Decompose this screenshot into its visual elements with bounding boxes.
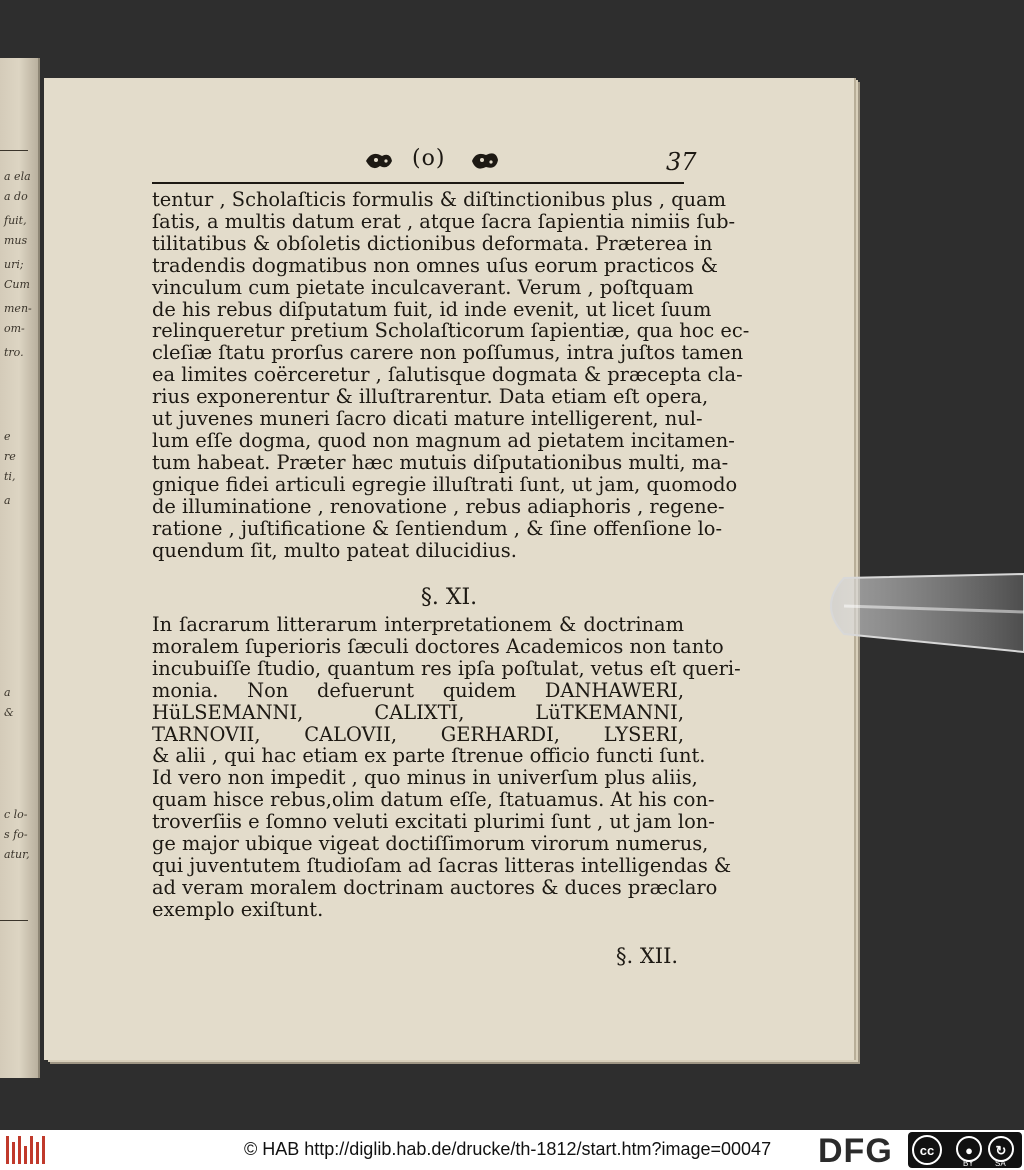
text-line: lum eſſe dogma, quod non magnum ad pietatem incitamen- bbox=[152, 428, 735, 452]
previous-page-fragment: Cum bbox=[4, 278, 30, 291]
previous-page-fragment: a bbox=[4, 494, 11, 507]
text-line: gnique fidei articuli egregie illuſtrati ſunt, ut jam, quomodo bbox=[152, 472, 738, 496]
running-head bbox=[362, 148, 502, 174]
page-clip-icon bbox=[814, 556, 1024, 666]
text-line: monia. Non defuerunt quidem DANHAWERI, bbox=[152, 678, 684, 702]
paragraph-2 bbox=[152, 613, 741, 921]
text-line: tum habeat. Præter hæc mutuis diſputationibus multi, ma- bbox=[152, 450, 729, 474]
text-line: ratione , juſtificatione & ſentiendum , & ſine offenſione lo- bbox=[152, 516, 723, 540]
previous-page-fragment: fuit, bbox=[4, 214, 27, 227]
text-line: relinqueretur pretium Scholaſticorum ſapientiæ, qua hoc ec- bbox=[152, 319, 750, 343]
previous-page-fragment: mus bbox=[4, 234, 28, 247]
previous-page-fragment: a do bbox=[4, 190, 28, 203]
previous-page-fragment: men- bbox=[4, 302, 32, 315]
text-line: de illuminatione , renovatione , rebus adiaphoris , regene- bbox=[152, 494, 725, 518]
by-label: BY bbox=[963, 1159, 974, 1168]
running-head-text: (o) bbox=[412, 146, 446, 171]
text-line: Id vero non impedit , quo minus in univerſum plus aliis, bbox=[152, 766, 698, 790]
section-heading: §. XI. bbox=[420, 585, 478, 610]
text-line: quendum ſit, multo pateat dilucidius. bbox=[152, 538, 517, 562]
catchword: §. XII. bbox=[616, 944, 679, 968]
text-line: ut juvenes muneri ſacro dicati mature intelligerent, nul- bbox=[152, 407, 703, 431]
text-line: TARNOVII, CALOVII, GERHARDI, LYSERI, bbox=[152, 722, 684, 746]
text-line: troverſiis e ſomno veluti excitati plurimi ſunt , ut jam lon- bbox=[152, 810, 715, 834]
cc-icon: cc bbox=[912, 1135, 942, 1165]
text-line: tentur , Scholaſticis formulis & diſtinctionibus plus , quam bbox=[152, 188, 727, 211]
attribution-icon: ● bbox=[956, 1136, 982, 1162]
text-line: vinculum cum pietate inculcaverant. Verum , poſtquam bbox=[152, 275, 694, 299]
text-line: incubuiſſe ſtudio, quantum res ipſa poſtulat, vetus eſt queri- bbox=[152, 656, 741, 680]
previous-page-fragment: atur, bbox=[4, 848, 30, 861]
previous-page-rule bbox=[0, 150, 28, 151]
text-line: cleſiæ ſtatu prorſus carere non poſſumus, intra juſtos tamen bbox=[152, 341, 744, 365]
text-line: quam hisce rebus,olim datum eſſe, ſtatuamus. At his con- bbox=[152, 788, 715, 812]
page-number: 37 bbox=[666, 148, 697, 176]
text-line: tilitatibus & obſoletis dictionibus deformata. Præterea in bbox=[152, 231, 713, 255]
header-rule bbox=[152, 182, 684, 184]
sa-label: SA bbox=[995, 1159, 1006, 1168]
footer-bar bbox=[0, 1130, 1024, 1170]
text-line: ea limites coërceretur , ſalutisque dogmata & præcepta cla- bbox=[152, 363, 743, 387]
cc-license-badge[interactable] bbox=[908, 1132, 1022, 1168]
text-line: ſatis, a multis datum erat , atque ſacra ſapientia nimiis ſub- bbox=[152, 209, 736, 233]
previous-page-fragment: tro. bbox=[4, 346, 24, 359]
text-line: & alii , qui hac etiam ex parte ſtrenue officio functi ſunt. bbox=[152, 744, 706, 768]
text-line: moralem ſuperioris ſæculi doctores Academicos non tanto bbox=[152, 634, 724, 658]
previous-page-rule bbox=[0, 920, 28, 921]
text-line: In ſacrarum litterarum interpretationem & doctrinam bbox=[152, 613, 684, 636]
text-line: ge major ubique vigeat doctiſſimorum virorum numerus, bbox=[152, 832, 709, 856]
previous-page-fragment: ti, bbox=[4, 470, 16, 483]
text-line: HüLSEMANNI, CALIXTI, LüTKEMANNI, bbox=[152, 700, 684, 724]
share-alike-icon: ↻ bbox=[988, 1136, 1014, 1162]
text-line: de his rebus diſputatum fuit, id inde evenit, ut licet ſuum bbox=[152, 297, 712, 321]
hab-logo-icon bbox=[6, 1136, 50, 1164]
previous-page-fragment: a ela bbox=[4, 170, 31, 183]
paragraph-1 bbox=[152, 188, 750, 562]
book-page bbox=[44, 78, 854, 1060]
text-line: ad veram moralem doctrinam auctores & duces præclaro bbox=[152, 875, 718, 899]
previous-page-fragment: e bbox=[4, 430, 11, 443]
previous-page-fragment: re bbox=[4, 450, 16, 463]
text-line: rius exponerentur & illuſtrarentur. Data etiam eſt opera, bbox=[152, 385, 709, 409]
previous-page-fragment: om- bbox=[4, 322, 25, 335]
text-line: tradendis dogmatibus non omnes uſus eorum practicos & bbox=[152, 253, 718, 277]
previous-page-fragment: c lo- bbox=[4, 808, 28, 821]
previous-page-fragment: s fo- bbox=[4, 828, 28, 841]
dfg-logo: DFG bbox=[818, 1132, 893, 1170]
previous-page-fragment: uri; bbox=[4, 258, 24, 271]
text-line: qui juventutem ſtudioſam ad ſacras litteras intelligendas & bbox=[152, 853, 732, 877]
text-line: exemplo exiſtunt. bbox=[152, 897, 324, 921]
previous-page-edge bbox=[0, 58, 40, 1078]
copyright-link[interactable]: © HAB http://diglib.hab.de/drucke/th-1812/start.htm?image=00047 bbox=[244, 1139, 772, 1159]
previous-page-fragment: a bbox=[4, 686, 11, 699]
previous-page-fragment: & bbox=[4, 706, 14, 719]
